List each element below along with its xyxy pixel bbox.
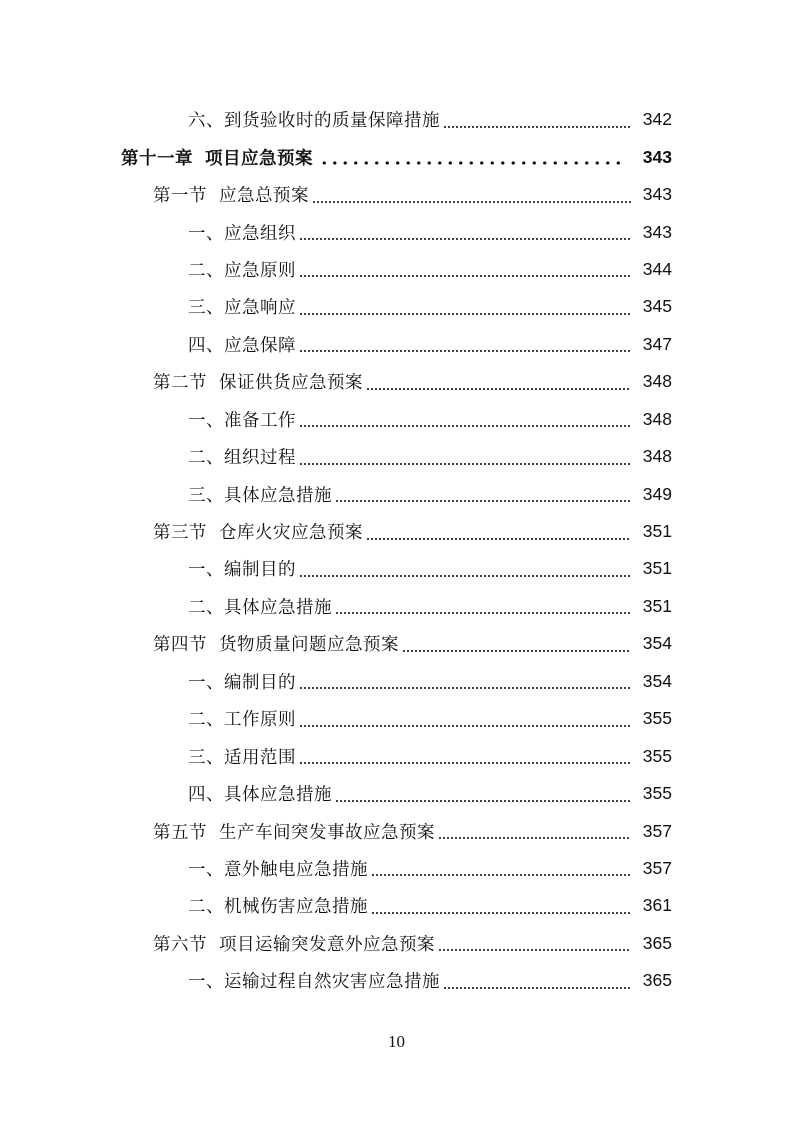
dot-leader	[335, 784, 631, 804]
toc-entry[interactable]	[0, 887, 793, 924]
toc-entry-title: 四、具体应急措施	[188, 785, 332, 806]
toc-section-name: 应急总预案	[219, 186, 309, 207]
toc-section-number: 第一节	[153, 186, 207, 207]
toc-entry-page: 344	[642, 258, 672, 279]
toc-entry-page: 348	[642, 446, 672, 467]
toc-entry-page: 347	[642, 333, 672, 354]
toc-entry[interactable]	[0, 962, 793, 999]
toc-entry-page: 357	[642, 820, 672, 841]
toc-entry-title: 三、应急响应	[188, 298, 296, 319]
dot-leader	[335, 596, 631, 616]
toc-entry-title: 二、组织过程	[188, 448, 296, 469]
toc-entry-title: 一、应急组织	[188, 223, 296, 244]
toc-entry-page: 355	[642, 783, 672, 804]
toc-section-number: 第三节	[153, 523, 207, 544]
toc-section-number: 第二节	[153, 373, 207, 394]
toc-entry-title: 一、运输过程自然灾害应急措施	[188, 972, 440, 993]
toc-entry[interactable]	[0, 401, 793, 438]
toc-entry-title: 一、编制目的	[188, 672, 296, 693]
toc-entry-page: 355	[642, 708, 672, 729]
toc-entry[interactable]	[0, 850, 793, 887]
dot-leader	[371, 858, 631, 878]
toc-entry-page: 343	[642, 146, 672, 167]
dot-leader	[299, 297, 631, 317]
dot-leader	[299, 671, 631, 691]
dot-leader	[299, 409, 631, 429]
toc-section-entry[interactable]	[0, 625, 793, 662]
toc-entry[interactable]	[0, 588, 793, 625]
dot-leader	[319, 147, 626, 167]
dot-leader	[402, 634, 631, 654]
toc-entry-title	[153, 631, 399, 656]
dot-leader	[443, 110, 631, 130]
toc-entry-title: 二、具体应急措施	[188, 597, 332, 618]
toc-entry-title: 三、适用范围	[188, 747, 296, 768]
toc-entry-title	[153, 931, 435, 956]
toc-section-entry[interactable]	[0, 925, 793, 962]
toc-entry[interactable]	[0, 775, 793, 812]
toc-entry-title: 二、机械伤害应急措施	[188, 897, 368, 918]
toc-entry-title: 一、编制目的	[188, 560, 296, 581]
toc-entry-page: 351	[642, 558, 672, 579]
dot-leader	[366, 522, 631, 542]
toc-entry[interactable]	[0, 288, 793, 325]
page-number: 10	[388, 1032, 405, 1051]
toc-entry[interactable]	[0, 438, 793, 475]
toc-section-number: 第四节	[153, 635, 207, 656]
toc-entry-page: 354	[642, 633, 672, 654]
toc-chapter-number: 第十一章	[121, 148, 193, 169]
toc-entry[interactable]	[0, 251, 793, 288]
toc-entry-page: 349	[642, 483, 672, 504]
toc-section-entry[interactable]	[0, 363, 793, 400]
toc-entry-page: 348	[642, 408, 672, 429]
toc-chapter-name: 项目应急预案	[205, 148, 313, 169]
toc-entry-title: 二、应急原则	[188, 260, 296, 281]
toc-chapter-entry[interactable]	[0, 138, 793, 175]
toc-entry-page: 355	[642, 745, 672, 766]
toc-entry-title: 三、具体应急措施	[188, 485, 332, 506]
toc-entry-page: 343	[642, 221, 672, 242]
dot-leader	[366, 372, 631, 392]
dot-leader	[312, 185, 631, 205]
toc-entry-page: 365	[642, 932, 672, 953]
toc-entry-page: 354	[642, 670, 672, 691]
toc-section-entry[interactable]	[0, 176, 793, 213]
toc-entry[interactable]	[0, 326, 793, 363]
dot-leader	[438, 933, 631, 953]
toc-entry-page: 361	[642, 895, 672, 916]
dot-leader	[443, 971, 631, 991]
toc-section-name: 仓库火灾应急预案	[219, 523, 363, 544]
toc-entry-page: 348	[642, 371, 672, 392]
toc-entry[interactable]	[0, 737, 793, 774]
toc-entry-title: 四、应急保障	[188, 335, 296, 356]
dot-leader	[335, 484, 631, 504]
toc-entry-title	[153, 182, 309, 207]
dot-leader	[299, 746, 631, 766]
dot-leader	[299, 259, 631, 279]
dot-leader	[299, 222, 631, 242]
toc-entry-page: 345	[642, 296, 672, 317]
toc-section-entry[interactable]	[0, 812, 793, 849]
toc-section-number: 第六节	[153, 934, 207, 955]
toc-section-name: 保证供货应急预案	[219, 373, 363, 394]
toc-section-name: 生产车间突发事故应急预案	[219, 822, 435, 843]
table-of-contents	[0, 101, 793, 1000]
toc-entry-page: 357	[642, 857, 672, 878]
toc-entry[interactable]	[0, 700, 793, 737]
toc-entry-title	[153, 369, 363, 394]
dot-leader	[299, 709, 631, 729]
toc-entry-title	[121, 145, 313, 170]
toc-entry-page: 351	[642, 595, 672, 616]
toc-entry[interactable]	[0, 213, 793, 250]
toc-section-name: 货物质量问题应急预案	[219, 635, 399, 656]
toc-entry[interactable]	[0, 101, 793, 138]
toc-entry-title: 一、意外触电应急措施	[188, 859, 368, 880]
dot-leader	[299, 334, 631, 354]
toc-entry-title: 六、到货验收时的质量保障措施	[188, 111, 440, 132]
toc-entry-page: 351	[642, 521, 672, 542]
toc-entry[interactable]	[0, 550, 793, 587]
toc-entry-title	[153, 519, 363, 544]
toc-entry-page: 342	[642, 109, 672, 130]
dot-leader	[299, 447, 631, 467]
dot-leader	[438, 821, 631, 841]
toc-section-name: 项目运输突发意外应急预案	[219, 934, 435, 955]
toc-entry-title	[153, 819, 435, 844]
toc-section-entry[interactable]	[0, 513, 793, 550]
dot-leader	[371, 896, 631, 916]
toc-entry-title: 一、准备工作	[188, 410, 296, 431]
toc-entry[interactable]	[0, 663, 793, 700]
toc-entry-title: 二、工作原则	[188, 710, 296, 731]
dot-leader	[299, 559, 631, 579]
toc-entry[interactable]	[0, 475, 793, 512]
toc-entry-page: 343	[642, 184, 672, 205]
toc-section-number: 第五节	[153, 822, 207, 843]
toc-entry-page: 365	[642, 970, 672, 991]
